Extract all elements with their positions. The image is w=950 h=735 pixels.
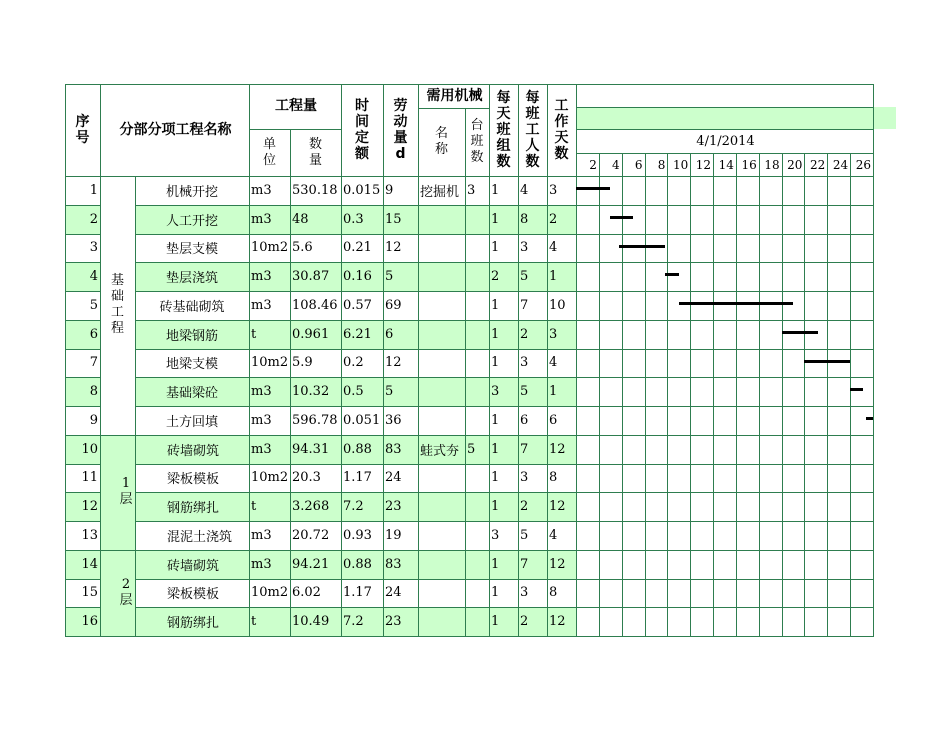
col-divider: [383, 84, 384, 636]
row-labor: 69: [385, 297, 402, 313]
row-workers: 2: [520, 614, 529, 630]
row-days: 10: [549, 297, 566, 313]
row-workers: 4: [520, 182, 529, 198]
row-line: [65, 464, 100, 465]
row-unit: m3: [251, 269, 272, 285]
row-machine: 蛙式夯: [420, 443, 460, 459]
row-days: 1: [549, 384, 558, 400]
row-crews: 3: [491, 527, 500, 543]
row-machine-count: [465, 406, 489, 435]
row-machine-count: [465, 607, 489, 636]
row-line: [135, 607, 873, 608]
row-line: [135, 464, 873, 465]
row-workers: 6: [520, 412, 529, 428]
col-divider: [518, 84, 519, 636]
day-tick: 12: [695, 157, 712, 172]
row-crews: 1: [491, 182, 500, 198]
header-name: 分部分项工程名称: [119, 121, 232, 138]
row-machine-count: [465, 464, 489, 493]
row-qty: 94.21: [292, 556, 330, 572]
header-daily-crews: 每 天 班 组 数: [496, 90, 511, 170]
row-qty: 48: [292, 211, 309, 227]
row-machine: [418, 521, 465, 550]
day-tick: 22: [810, 157, 826, 172]
row-machine: [418, 492, 465, 521]
row-seq: 8: [89, 384, 98, 400]
row-seq: 13: [81, 527, 98, 543]
group-floor-1: 1 层: [119, 476, 133, 508]
row-line: [135, 291, 873, 292]
header-time-quota: 时 间 定 额: [355, 98, 369, 162]
row-quota: 0.88: [343, 556, 372, 572]
day-tick: 4: [612, 157, 620, 172]
row-seq: 15: [81, 585, 98, 601]
day-tick: 24: [832, 157, 849, 172]
row-line: [65, 579, 100, 580]
row-line: [135, 377, 873, 378]
row-quota: 0.93: [343, 527, 372, 543]
row-workers: 8: [520, 211, 529, 227]
row-seq: 11: [81, 470, 98, 486]
row-unit: m3: [251, 412, 272, 428]
row-line: [135, 579, 873, 580]
row-machine: [418, 607, 465, 636]
gantt-col: [736, 153, 737, 636]
row-days: 6: [549, 412, 558, 428]
row-task-name: 垫层浇筑: [165, 271, 218, 287]
row-task-name: 梁板模板: [167, 472, 220, 488]
row-seq: 10: [81, 441, 98, 457]
gantt-col: [827, 153, 828, 636]
row-crews: 1: [491, 614, 500, 630]
row-workers: 5: [520, 384, 529, 400]
row-days: 12: [549, 441, 566, 457]
row-line: [135, 550, 873, 551]
gantt-bar: [665, 273, 679, 276]
row-labor: 19: [385, 527, 402, 543]
row-line: [135, 492, 873, 493]
row-machine-count: [465, 320, 489, 349]
row-seq: 5: [89, 297, 98, 313]
row-seq: 6: [89, 326, 98, 342]
header-crew-workers: 每 班 工 人 数: [525, 90, 540, 170]
quantity-split: [249, 129, 341, 130]
gantt-col: [804, 153, 805, 636]
row-seq: 3: [89, 240, 98, 256]
day-tick: 2: [589, 157, 597, 172]
row-line: [65, 492, 100, 493]
row-labor: 24: [385, 585, 402, 601]
row-line: [65, 521, 100, 522]
row-line: [100, 435, 135, 436]
row-workers: 3: [520, 355, 529, 371]
row-unit: m3: [251, 297, 272, 313]
row-qty: 3.268: [292, 499, 330, 515]
row-task-name: 钢筋绑扎: [167, 616, 220, 632]
row-labor: 12: [385, 355, 402, 371]
border-bottom: [65, 636, 873, 637]
row-machine: [418, 262, 465, 291]
row-task-name: 砖墙砌筑: [167, 443, 220, 459]
row-quota: 1.17: [343, 470, 372, 486]
row-task-name: 地梁钢筋: [165, 328, 218, 344]
row-seq: 12: [81, 499, 98, 515]
row-task-name: 人工开挖: [165, 213, 218, 229]
row-qty: 10.49: [292, 614, 330, 630]
row-qty: 10.32: [292, 384, 330, 400]
row-labor: 83: [385, 441, 402, 457]
row-machine-count: [465, 349, 489, 378]
row-unit: m3: [251, 441, 272, 457]
gantt-col: [645, 153, 646, 636]
row-crews: 2: [491, 269, 500, 285]
gantt-col: [690, 153, 691, 636]
row-workers: 7: [520, 297, 529, 313]
row-labor: 5: [385, 269, 394, 285]
row-machine-count: [465, 550, 489, 579]
row-line: [65, 205, 100, 206]
row-qty: 20.3: [292, 470, 321, 486]
gantt-header-band: [576, 107, 873, 129]
row-labor: 12: [385, 240, 402, 256]
gantt-col: [713, 153, 714, 636]
row-crews: 3: [491, 384, 500, 400]
row-days: 12: [549, 556, 566, 572]
machinery-split: [418, 108, 489, 109]
row-days: 4: [549, 240, 558, 256]
row-quota: 1.17: [343, 585, 372, 601]
day-tick: 14: [718, 157, 734, 172]
row-line: [65, 234, 100, 235]
col-divider: [341, 84, 342, 636]
border-top: [65, 84, 873, 85]
row-crews: 1: [491, 556, 500, 572]
row-qty: 6.02: [292, 585, 321, 601]
gantt-col: [622, 153, 623, 636]
row-unit: 10m2: [251, 470, 289, 486]
row-quota: 0.051: [343, 412, 381, 428]
gantt-header-overflow: [873, 107, 896, 129]
row-qty: 596.78: [292, 412, 338, 428]
row-quota: 7.2: [343, 614, 364, 630]
row-seq: 14: [81, 556, 98, 572]
row-line: [65, 262, 100, 263]
row-days: 3: [549, 182, 558, 198]
row-task-name: 地梁支模: [165, 357, 218, 373]
row-labor: 24: [385, 470, 402, 486]
row-seq: 1: [89, 182, 98, 198]
row-line: [65, 291, 100, 292]
row-crews: 1: [491, 441, 500, 457]
header-machine-count: 台 班 数: [470, 118, 484, 165]
border-left: [65, 84, 66, 636]
row-line: [65, 320, 100, 321]
row-line: [135, 262, 873, 263]
header-labor: 劳 动 量 d: [393, 98, 408, 162]
row-line: [65, 406, 100, 407]
row-seq: 9: [89, 412, 98, 428]
row-crews: 1: [491, 585, 500, 601]
header-amount: 数 量: [308, 136, 322, 168]
row-days: 4: [549, 355, 558, 371]
row-line: [100, 550, 135, 551]
row-machine: [418, 550, 465, 579]
row-task-name: 土方回填: [165, 414, 218, 430]
row-qty: 30.87: [292, 269, 330, 285]
row-unit: m3: [251, 211, 272, 227]
header-work-days: 工 作 天 数: [554, 98, 569, 162]
row-unit: m3: [251, 556, 272, 572]
row-crews: 1: [491, 240, 500, 256]
row-unit: 10m2: [251, 240, 289, 256]
row-machine-count: [465, 205, 489, 234]
row-labor: 15: [385, 211, 402, 227]
row-labor: 23: [385, 499, 402, 515]
day-tick: 6: [634, 157, 643, 172]
header-machinery: 需用机械: [426, 87, 483, 104]
day-tick: 26: [855, 157, 871, 172]
row-crews: 1: [491, 412, 500, 428]
row-seq: 7: [89, 355, 98, 371]
row-machine: [418, 234, 465, 263]
row-line: [135, 349, 873, 350]
gantt-header-line: [576, 129, 873, 130]
row-labor: 9: [385, 182, 394, 198]
row-workers: 3: [520, 240, 529, 256]
row-quota: 0.88: [343, 441, 372, 457]
row-machine: [418, 464, 465, 493]
row-unit: 10m2: [251, 585, 289, 601]
row-days: 1: [549, 269, 558, 285]
row-machine: [418, 291, 465, 320]
row-unit: t: [251, 499, 257, 515]
row-unit: m3: [251, 384, 272, 400]
row-line: [135, 320, 873, 321]
row-task-name: 砖墙砌筑: [167, 558, 220, 574]
row-quota: 0.21: [343, 240, 372, 256]
row-quota: 0.2: [343, 355, 364, 371]
day-tick: 18: [764, 157, 780, 172]
row-workers: 5: [520, 269, 529, 285]
row-qty: 94.31: [292, 441, 330, 457]
row-machine: [418, 377, 465, 406]
header-bottom: [65, 176, 873, 177]
row-machine-count: [465, 579, 489, 608]
gantt-bar: [782, 331, 819, 334]
col-divider: [100, 84, 101, 636]
col-divider: [249, 84, 250, 636]
row-labor: 83: [385, 556, 402, 572]
row-task-name: 梁板模板: [167, 587, 220, 603]
row-qty: 108.46: [292, 297, 338, 313]
row-days: 4: [549, 527, 558, 543]
row-labor: 5: [385, 384, 394, 400]
header-quantity: 工程量: [275, 98, 317, 114]
row-line: [135, 521, 873, 522]
col-divider: [418, 84, 419, 636]
gantt-bar: [804, 360, 850, 363]
row-days: 12: [549, 499, 566, 515]
row-unit: m3: [251, 527, 272, 543]
row-seq: 16: [81, 614, 98, 630]
row-line: [65, 607, 100, 608]
group-foundation: 基 础 工 程: [110, 273, 124, 337]
row-seq: 2: [89, 211, 98, 227]
gantt-header-line: [576, 107, 873, 108]
row-qty: 20.72: [292, 527, 330, 543]
row-quota: 0.57: [343, 297, 372, 313]
gantt-col: [782, 153, 783, 636]
row-crews: 1: [491, 355, 500, 371]
row-crews: 1: [491, 499, 500, 515]
day-tick: 10: [672, 157, 689, 172]
gantt-bar: [619, 245, 665, 248]
row-unit: t: [251, 326, 257, 342]
row-task-name: 钢筋绑扎: [167, 501, 220, 517]
row-days: 8: [549, 470, 558, 486]
row-task-name: 垫层支模: [165, 242, 218, 258]
row-task-name: 混泥土浇筑: [167, 529, 233, 545]
row-workers: 2: [520, 326, 529, 342]
gantt-bar: [679, 302, 793, 305]
row-machine-count: [465, 492, 489, 521]
row-machine-count: [465, 234, 489, 263]
row-line: [65, 435, 100, 436]
row-machine-count: [465, 262, 489, 291]
row-machine: [418, 406, 465, 435]
row-quota: 6.21: [343, 326, 372, 342]
row-machine-count: [465, 521, 489, 550]
row-crews: 1: [491, 211, 500, 227]
row-days: 2: [549, 211, 558, 227]
day-tick: 8: [657, 157, 666, 172]
row-machine-count: [465, 291, 489, 320]
row-quota: 0.3: [343, 211, 364, 227]
header-machine-name: 名 称: [434, 126, 448, 157]
row-workers: 5: [520, 527, 529, 543]
row-machine: [418, 349, 465, 378]
header-unit: 单 位: [262, 136, 276, 168]
row-labor: 36: [385, 412, 402, 428]
row-machine: [418, 205, 465, 234]
gantt-bar: [576, 187, 610, 190]
row-crews: 1: [491, 297, 500, 313]
row-quota: 0.015: [343, 182, 381, 198]
gantt-col: [667, 153, 668, 636]
row-line: [135, 234, 873, 235]
col-divider: [489, 84, 490, 636]
row-days: 8: [549, 585, 558, 601]
row-days: 3: [549, 326, 558, 342]
row-qty: 5.6: [292, 240, 313, 256]
day-tick: 16: [741, 157, 757, 172]
row-quota: 0.16: [343, 269, 372, 285]
row-quota: 7.2: [343, 499, 364, 515]
row-labor: 23: [385, 614, 402, 630]
row-workers: 3: [520, 585, 529, 601]
day-tick: 20: [787, 157, 803, 172]
row-qty: 5.9: [292, 355, 313, 371]
row-machine: [418, 320, 465, 349]
row-line: [65, 377, 100, 378]
gantt-col: [850, 153, 851, 636]
group-floor-2: 2 层: [119, 576, 133, 608]
row-machine-count: 3: [467, 182, 476, 198]
row-unit: t: [251, 614, 257, 630]
col-divider: [576, 84, 577, 636]
row-machine: [418, 579, 465, 608]
header-seq: 序 号: [75, 114, 90, 146]
gantt-col: [599, 153, 600, 636]
row-task-name: 基础梁砼: [165, 386, 218, 402]
row-machine-count: 5: [467, 441, 476, 457]
row-workers: 7: [520, 556, 529, 572]
row-seq: 4: [89, 269, 98, 285]
row-task-name: 机械开挖: [165, 184, 218, 200]
gantt-col: [759, 153, 760, 636]
col-divider: [547, 84, 548, 636]
row-line: [135, 435, 873, 436]
row-labor: 6: [385, 326, 394, 342]
row-machine: 挖掘机: [420, 184, 460, 200]
gantt-header-line: [576, 153, 873, 154]
gantt-bar: [850, 388, 863, 391]
row-line: [135, 406, 873, 407]
border-right: [873, 84, 874, 637]
row-task-name: 砖基础砌筑: [159, 299, 225, 315]
row-crews: 1: [491, 326, 500, 342]
row-qty: 0.961: [292, 326, 330, 342]
header-date: 4/1/2014: [696, 133, 755, 149]
col-divider: [465, 108, 466, 636]
row-qty: 530.18: [292, 182, 338, 198]
row-unit: m3: [251, 182, 272, 198]
row-days: 12: [549, 614, 566, 630]
row-workers: 2: [520, 499, 529, 515]
row-unit: 10m2: [251, 355, 289, 371]
row-line: [65, 550, 100, 551]
row-line: [135, 205, 873, 206]
gantt-bar: [866, 417, 873, 420]
row-workers: 3: [520, 470, 529, 486]
gantt-bar: [610, 216, 633, 219]
row-quota: 0.5: [343, 384, 364, 400]
row-line: [65, 349, 100, 350]
row-crews: 1: [491, 470, 500, 486]
row-workers: 7: [520, 441, 529, 457]
row-machine-count: [465, 377, 489, 406]
